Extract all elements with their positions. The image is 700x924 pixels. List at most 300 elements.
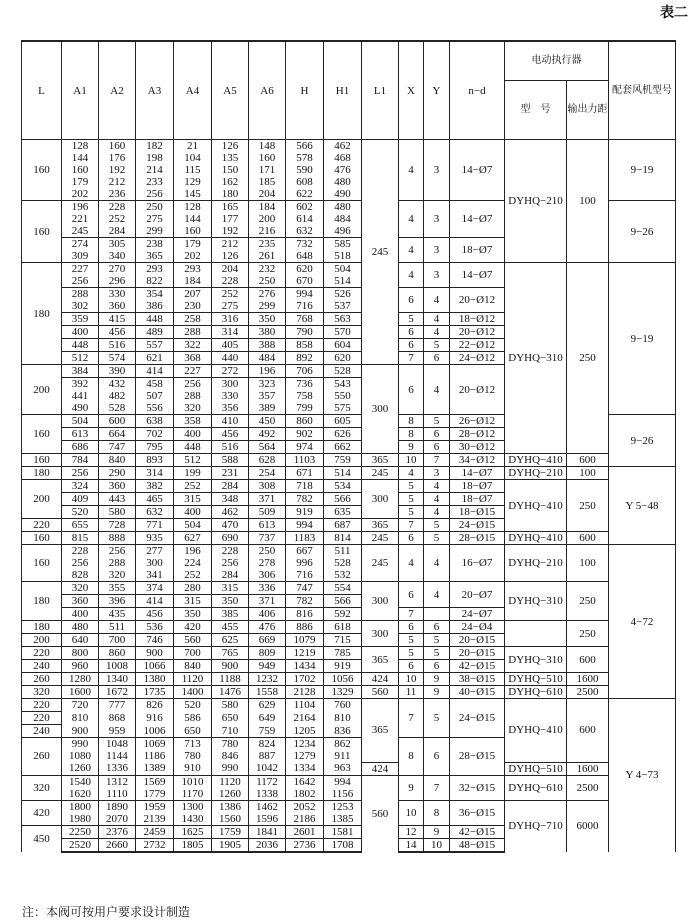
cell-L: 220 xyxy=(22,699,62,712)
cell-A4: 840 xyxy=(174,660,212,673)
cell-X: 14 xyxy=(399,838,424,852)
cell-A4: 400 xyxy=(174,506,212,519)
cell-Y: 3 xyxy=(424,238,450,263)
cell-A6: 1338 xyxy=(249,788,286,801)
cell-A6: 389 xyxy=(249,402,286,415)
cell-L: 240 xyxy=(22,725,62,738)
cell-A2: 284 xyxy=(99,225,136,238)
cell-A1: 144 xyxy=(62,152,99,164)
cell-nd: 24−Ø15 xyxy=(450,519,505,532)
cell-A4: 104 xyxy=(174,152,212,164)
cell-H: 1183 xyxy=(286,532,324,545)
cell-A6: 388 xyxy=(249,339,286,352)
cell-L1: 560 xyxy=(362,775,399,852)
cell-Y: 5 xyxy=(424,699,450,738)
cell-H: 667 xyxy=(286,545,324,558)
cell-A2: 1048 xyxy=(99,738,136,751)
cell-A5: 275 xyxy=(212,300,249,313)
cell-H: 2052 xyxy=(286,800,324,813)
cell-A3: 795 xyxy=(136,441,174,454)
cell-actuator-model: DYHQ−410 xyxy=(505,454,567,467)
cell-H: 620 xyxy=(286,263,324,276)
cell-nd: 48−Ø15 xyxy=(450,838,505,852)
cell-A5: 212 xyxy=(212,238,249,251)
cell-actuator-model xyxy=(505,621,567,647)
cell-A5: 456 xyxy=(212,428,249,441)
cell-H1: 532 xyxy=(324,569,362,582)
cell-A5: 256 xyxy=(212,557,249,569)
cell-A6: 276 xyxy=(249,288,286,301)
cell-H1: 687 xyxy=(324,519,362,532)
cell-Y: 4 xyxy=(424,506,450,519)
cell-A3: 556 xyxy=(136,402,174,415)
cell-A5: 1560 xyxy=(212,813,249,826)
cell-A1: 520 xyxy=(62,506,99,519)
cell-H: 1234 xyxy=(286,738,324,751)
cell-A4: 520 xyxy=(174,699,212,712)
cell-A4: 128 xyxy=(174,201,212,214)
cell-A3: 300 xyxy=(136,557,174,569)
cell-H1: 635 xyxy=(324,506,362,519)
cell-H: 718 xyxy=(286,480,324,493)
cell-A1: 228 xyxy=(62,545,99,558)
cell-nd: 18−Ø7 xyxy=(450,238,505,263)
cell-actuator-model: DYHQ−510 xyxy=(505,673,567,686)
cell-A1: 800 xyxy=(62,647,99,660)
cell-X: 4 xyxy=(399,263,424,288)
cell-A4: 713 xyxy=(174,738,212,751)
cell-H: 716 xyxy=(286,569,324,582)
cell-Y: 6 xyxy=(424,660,450,673)
cell-A3: 893 xyxy=(136,454,174,467)
cell-X: 6 xyxy=(399,326,424,339)
cell-A4: 320 xyxy=(174,402,212,415)
cell-A5: 316 xyxy=(212,313,249,326)
cell-A5: 580 xyxy=(212,699,249,712)
cell-A2: 288 xyxy=(99,557,136,569)
cell-H: 732 xyxy=(286,238,324,251)
cell-Y: 3 xyxy=(424,263,450,288)
cell-H: 670 xyxy=(286,275,324,288)
cell-A4: 288 xyxy=(174,326,212,339)
cell-H1: 504 xyxy=(324,263,362,276)
cell-X: 10 xyxy=(399,673,424,686)
cell-H1: 760 xyxy=(324,699,362,712)
cell-Y: 10 xyxy=(424,838,450,852)
cell-A5: 192 xyxy=(212,225,249,238)
cell-A6: 235 xyxy=(249,238,286,251)
cell-A4: 1625 xyxy=(174,825,212,838)
cell-A2: 516 xyxy=(99,339,136,352)
cell-A4: 512 xyxy=(174,454,212,467)
cell-L1: 365 xyxy=(362,647,399,673)
cell-A5: 588 xyxy=(212,454,249,467)
cell-H: 858 xyxy=(286,339,324,352)
cell-A1: 179 xyxy=(62,176,99,188)
cell-Y: 6 xyxy=(424,428,450,441)
cell-A1: 448 xyxy=(62,339,99,352)
cell-X: 8 xyxy=(399,415,424,428)
cell-H1: 604 xyxy=(324,339,362,352)
cell-A6: 1841 xyxy=(249,825,286,838)
cell-A6: 809 xyxy=(249,647,286,660)
cell-A5: 126 xyxy=(212,250,249,263)
cell-X: 7 xyxy=(399,608,424,621)
cell-A3: 536 xyxy=(136,621,174,634)
cell-A1: 288 xyxy=(62,288,99,301)
cell-H1: 514 xyxy=(324,467,362,480)
cell-H1: 511 xyxy=(324,545,362,558)
cell-X: 6 xyxy=(399,621,424,634)
cell-A1: 784 xyxy=(62,454,99,467)
cell-actuator-model: DYHQ−310 xyxy=(505,263,567,454)
cell-A2: 296 xyxy=(99,275,136,288)
cell-A4: 420 xyxy=(174,621,212,634)
cell-A6: 406 xyxy=(249,608,286,621)
cell-A1: 196 xyxy=(62,201,99,214)
cell-H1: 810 xyxy=(324,712,362,725)
cell-A3: 214 xyxy=(136,164,174,176)
cell-A4: 207 xyxy=(174,288,212,301)
cell-X: 6 xyxy=(399,532,424,545)
cell-A3: 458 xyxy=(136,378,174,391)
cell-H1: 570 xyxy=(324,326,362,339)
cell-H1: 592 xyxy=(324,608,362,621)
cell-A1: 441 xyxy=(62,390,99,402)
cell-A5: 780 xyxy=(212,738,249,751)
cell-actuator-model: DYHQ−210 xyxy=(505,140,567,263)
cell-H1: 1581 xyxy=(324,825,362,838)
cell-H1: 1253 xyxy=(324,800,362,813)
cell-A4: 910 xyxy=(174,762,212,775)
cell-A1: 900 xyxy=(62,725,99,738)
cell-H: 2164 xyxy=(286,712,324,725)
cell-H1: 518 xyxy=(324,250,362,263)
cell-torque: 250 xyxy=(567,263,609,454)
cell-Y: 4 xyxy=(424,313,450,326)
cell-A4: 315 xyxy=(174,595,212,608)
cell-A2: 664 xyxy=(99,428,136,441)
cell-H: 782 xyxy=(286,493,324,506)
cell-nd: 20−Ø15 xyxy=(450,647,505,660)
cell-A3: 365 xyxy=(136,250,174,263)
cell-A6: 160 xyxy=(249,152,286,164)
cell-A1: 815 xyxy=(62,532,99,545)
cell-A4: 448 xyxy=(174,441,212,454)
cell-X: 9 xyxy=(399,441,424,454)
cell-A6: 196 xyxy=(249,365,286,378)
cell-H: 2736 xyxy=(286,838,324,852)
header-model: 型 号 xyxy=(505,81,567,140)
cell-A2: 528 xyxy=(99,402,136,415)
cell-A1: 274 xyxy=(62,238,99,251)
table-row xyxy=(22,140,676,153)
cell-A2: 456 xyxy=(99,326,136,339)
cell-A2: 1890 xyxy=(99,800,136,813)
cell-torque: 100 xyxy=(567,545,609,582)
cell-H1: 605 xyxy=(324,415,362,428)
cell-A2: 290 xyxy=(99,467,136,480)
cell-A4: 780 xyxy=(174,750,212,762)
cell-A6: 357 xyxy=(249,390,286,402)
cell-A2: 888 xyxy=(99,532,136,545)
cell-A6: 250 xyxy=(249,545,286,558)
cell-Y: 4 xyxy=(424,493,450,506)
cell-A4: 400 xyxy=(174,428,212,441)
cell-torque: 6000 xyxy=(567,800,609,852)
cell-X: 8 xyxy=(399,428,424,441)
cell-X: 4 xyxy=(399,201,424,238)
cell-torque: 1600 xyxy=(567,762,609,775)
header-A3: A3 xyxy=(136,41,174,140)
cell-H: 768 xyxy=(286,313,324,326)
cell-A3: 1735 xyxy=(136,686,174,699)
cell-H: 1104 xyxy=(286,699,324,712)
cell-H1: 585 xyxy=(324,238,362,251)
cell-H1: 814 xyxy=(324,532,362,545)
cell-A5: 300 xyxy=(212,378,249,391)
cell-A2: 360 xyxy=(99,480,136,493)
cell-X: 5 xyxy=(399,493,424,506)
cell-A2: 860 xyxy=(99,647,136,660)
cell-H: 758 xyxy=(286,390,324,402)
cell-H1: 785 xyxy=(324,647,362,660)
cell-X: 10 xyxy=(399,800,424,825)
cell-H1: 550 xyxy=(324,390,362,402)
cell-nd: 34−Ø12 xyxy=(450,454,505,467)
cell-torque: 2500 xyxy=(567,686,609,699)
cell-A5: 348 xyxy=(212,493,249,506)
cell-A5: 846 xyxy=(212,750,249,762)
cell-A1: 640 xyxy=(62,634,99,647)
cell-A5: 1476 xyxy=(212,686,249,699)
cell-A2: 580 xyxy=(99,506,136,519)
cell-Y: 5 xyxy=(424,339,450,352)
cell-A4: 650 xyxy=(174,725,212,738)
table-row xyxy=(22,686,676,699)
cell-A4: 560 xyxy=(174,634,212,647)
cell-A6: 184 xyxy=(249,201,286,214)
cell-L: 160 xyxy=(22,415,62,454)
cell-A6: 2036 xyxy=(249,838,286,852)
cell-H1: 919 xyxy=(324,660,362,673)
cell-H: 996 xyxy=(286,557,324,569)
cell-A6: 323 xyxy=(249,378,286,391)
cell-A6: 484 xyxy=(249,352,286,365)
cell-A2: 482 xyxy=(99,390,136,402)
cell-nd: 18−Ø15 xyxy=(450,506,505,519)
cell-nd: 20−Ø15 xyxy=(450,634,505,647)
cell-actuator-model: DYHQ−310 xyxy=(505,647,567,673)
cell-actuator-model: DYHQ−210 xyxy=(505,467,567,480)
cell-actuator-model: DYHQ−410 xyxy=(505,532,567,545)
cell-Y: 4 xyxy=(424,365,450,415)
cell-H: 799 xyxy=(286,402,324,415)
cell-A2: 2660 xyxy=(99,838,136,852)
cell-A2: 868 xyxy=(99,712,136,725)
cell-H: 892 xyxy=(286,352,324,365)
cell-actuator-model: DYHQ−410 xyxy=(505,699,567,763)
cell-actuator-model: DYHQ−310 xyxy=(505,582,567,621)
cell-A5: 650 xyxy=(212,712,249,725)
cell-H1: 480 xyxy=(324,176,362,188)
cell-L: 160 xyxy=(22,454,62,467)
cell-A6: 216 xyxy=(249,225,286,238)
cell-X: 5 xyxy=(399,634,424,647)
cell-A2: 1110 xyxy=(99,788,136,801)
cell-A1: 1260 xyxy=(62,762,99,775)
cell-Y: 4 xyxy=(424,288,450,313)
cell-A1: 960 xyxy=(62,660,99,673)
table-row xyxy=(22,800,676,813)
cell-A3: 632 xyxy=(136,506,174,519)
cell-A6: 254 xyxy=(249,467,286,480)
cell-A3: 935 xyxy=(136,532,174,545)
cell-H1: 528 xyxy=(324,557,362,569)
table-row xyxy=(22,582,676,595)
cell-H: 994 xyxy=(286,519,324,532)
cell-H: 706 xyxy=(286,365,324,378)
cell-A3: 2459 xyxy=(136,825,174,838)
cell-A2: 840 xyxy=(99,454,136,467)
cell-H: 614 xyxy=(286,213,324,225)
cell-nd: 14−Ø7 xyxy=(450,201,505,238)
header-L1: L1 xyxy=(362,41,399,140)
cell-A4: 322 xyxy=(174,339,212,352)
cell-nd: 38−Ø15 xyxy=(450,673,505,686)
cell-A3: 771 xyxy=(136,519,174,532)
cell-H1: 462 xyxy=(324,140,362,153)
cell-H: 1079 xyxy=(286,634,324,647)
cell-A5: 180 xyxy=(212,188,249,201)
cell-A2: 574 xyxy=(99,352,136,365)
header-actuator: 电动执行器 xyxy=(505,41,609,81)
cell-H1: 1385 xyxy=(324,813,362,826)
cell-A1: 1540 xyxy=(62,775,99,788)
cell-A4: 145 xyxy=(174,188,212,201)
cell-H: 622 xyxy=(286,188,324,201)
cell-H1: 662 xyxy=(324,441,362,454)
cell-actuator-model: DYHQ−610 xyxy=(505,686,567,699)
cell-L: 160 xyxy=(22,545,62,582)
cell-A5: 625 xyxy=(212,634,249,647)
cell-fan-model: Y 5−48 xyxy=(609,467,676,545)
cell-A2: 1008 xyxy=(99,660,136,673)
cell-A6: 669 xyxy=(249,634,286,647)
cell-actuator-model: DYHQ−410 xyxy=(505,480,567,532)
cell-torque: 250 xyxy=(567,582,609,621)
cell-A1: 392 xyxy=(62,378,99,391)
cell-H: 1802 xyxy=(286,788,324,801)
cell-Y: 6 xyxy=(424,352,450,365)
cell-A5: 231 xyxy=(212,467,249,480)
cell-A3: 456 xyxy=(136,608,174,621)
cell-A4: 504 xyxy=(174,519,212,532)
cell-L: 180 xyxy=(22,467,62,480)
cell-A6: 171 xyxy=(249,164,286,176)
cell-H1: 1056 xyxy=(324,673,362,686)
cell-A6: 629 xyxy=(249,699,286,712)
cell-A1: 302 xyxy=(62,300,99,313)
cell-A6: 306 xyxy=(249,569,286,582)
cell-fan-model: Y 4−73 xyxy=(609,699,676,852)
cell-A3: 386 xyxy=(136,300,174,313)
cell-A6: 628 xyxy=(249,454,286,467)
cell-nd: 18−Ø7 xyxy=(450,480,505,493)
cell-A3: 341 xyxy=(136,569,174,582)
cell-nd: 26−Ø12 xyxy=(450,415,505,428)
cell-A1: 490 xyxy=(62,402,99,415)
cell-H1: 836 xyxy=(324,725,362,738)
cell-A2: 747 xyxy=(99,441,136,454)
header-Y: Y xyxy=(424,41,450,140)
cell-A4: 196 xyxy=(174,545,212,558)
header-A1: A1 xyxy=(62,41,99,140)
cell-X: 4 xyxy=(399,545,424,582)
cell-A4: 21 xyxy=(174,140,212,153)
cell-A1: 480 xyxy=(62,621,99,634)
cell-X: 5 xyxy=(399,506,424,519)
cell-X: 12 xyxy=(399,825,424,838)
cell-H: 736 xyxy=(286,378,324,391)
cell-X: 6 xyxy=(399,660,424,673)
cell-L1: 424 xyxy=(362,673,399,686)
cell-X: 5 xyxy=(399,313,424,326)
cell-H: 747 xyxy=(286,582,324,595)
cell-A3: 702 xyxy=(136,428,174,441)
cell-X: 4 xyxy=(399,467,424,480)
cell-X: 7 xyxy=(399,519,424,532)
header-A6: A6 xyxy=(249,41,286,140)
cell-A5: 330 xyxy=(212,390,249,402)
cell-nd: 20−Ø12 xyxy=(450,288,505,313)
cell-A5: 350 xyxy=(212,595,249,608)
cell-X: 6 xyxy=(399,582,424,608)
cell-H1: 496 xyxy=(324,225,362,238)
table-row xyxy=(22,647,676,660)
cell-Y: 4 xyxy=(424,480,450,493)
cell-A2: 600 xyxy=(99,415,136,428)
cell-L: 450 xyxy=(22,825,62,852)
cell-L: 180 xyxy=(22,621,62,634)
cell-H: 816 xyxy=(286,608,324,621)
cell-A4: 315 xyxy=(174,493,212,506)
cell-H1: 528 xyxy=(324,365,362,378)
cell-nd: 24−Ø12 xyxy=(450,352,505,365)
cell-A1: 613 xyxy=(62,428,99,441)
cell-A2: 228 xyxy=(99,201,136,214)
cell-A1: 400 xyxy=(62,326,99,339)
cell-L1: 424 xyxy=(362,762,399,775)
cell-actuator-model: DYHQ−710 xyxy=(505,800,567,852)
cell-A4: 586 xyxy=(174,712,212,725)
cell-A5: 470 xyxy=(212,519,249,532)
cell-A6: 1596 xyxy=(249,813,286,826)
cell-A3: 1006 xyxy=(136,725,174,738)
cell-A4: 288 xyxy=(174,390,212,402)
cell-A2: 192 xyxy=(99,164,136,176)
cell-A3: 507 xyxy=(136,390,174,402)
table-row xyxy=(22,532,676,545)
cell-A6: 1232 xyxy=(249,673,286,686)
cell-A5: 440 xyxy=(212,352,249,365)
cell-H1: 620 xyxy=(324,352,362,365)
cell-nd: 40−Ø15 xyxy=(450,686,505,699)
cell-H: 782 xyxy=(286,595,324,608)
cell-A2: 252 xyxy=(99,213,136,225)
cell-A1: 160 xyxy=(62,164,99,176)
cell-H1: 1156 xyxy=(324,788,362,801)
